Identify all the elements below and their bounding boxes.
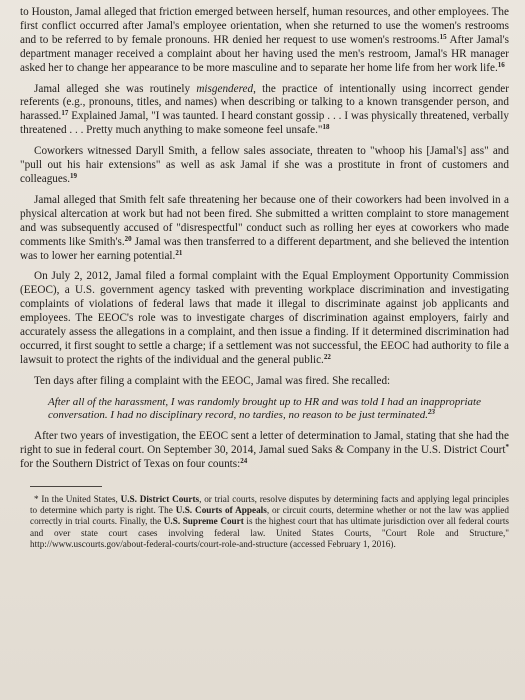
paragraph-6: Ten days after filing a complaint with the EEOC, Jamal was fired. She recalled: [34,374,391,387]
emphasized-term: misgendered [196,82,254,95]
term-courts-of-appeals: U.S. Courts of Appeals [175,505,267,516]
footnote-marker: * [505,443,509,452]
endnote-ref: 23 [427,408,435,417]
endnote-ref: 15 [439,32,447,41]
endnote-ref: 18 [322,123,330,132]
paragraph-7: After two years of investigation, the EEOC sent a letter of determination to Jamal, stating that she had the right to sue in federal court. On September 30, 2014, Jamal sued Saks & Company in the U.S. District Court* for the Southern District of Texas on four counts:$^{24}$ [20,430,509,471]
paragraph-2: Jamal alleged she was routinely misgendered, the practice of intentionally using incorrect gender referents (e.g., pronouns, titles, and names) when describing or talking to a known transgender person, and harassed.$^{17}$ Explained Jamal, "I was taunted. I heard constant gossip . . . I was physically threatened, verbally threatened . . . Pretty much anything to make someone feel unsafe."$^{18}$ [20,82,509,137]
footnote-divider [30,486,102,487]
endnote-ref: 17 [61,109,69,118]
term-district-courts: U.S. District Courts [120,493,200,504]
paragraph-1: to Houston, Jamal alleged that friction emerged between herself, human resources, and other employees. The first conflict occurred after Jamal's employee orientation, when she returned to use the women's restrooms and to be referred to by female pronouns. HR denied her request to use women's restrooms.$^{15}$ After Jamal's department manager received a complaint about her having used the men's restroom, Jamal's HR manager asked her to change her appearance to be more masculine and to separate her home life from her work life.$^{16}$ [20,6,510,74]
footnote: * In the United States, U.S. District Courts, or trial courts, resolve disputes by determining facts and applying legal principles to determine which party is right. The U.S. Courts of Appeals, or circuit courts, determine whether or not the law was applied correctly in trial courts. Finally, the U.S. Supreme Court is the highest court that has ultimate jurisdiction over all federal courts and over state court cases involving federal law. United States Courts, "Court Role and Structure," http://www.uscourts.gov/about-federal-courts/court-role-and-structure (accessed February 1, 2016). [30,493,509,549]
block-quote: After all of the harassment, I was randomly brought up to HR and was told I had an inappropriate conversation. I had no disciplinary record, no tardies, no reason to be just terminated.$^{23}$ [48,395,481,422]
paragraph-4: Jamal alleged that Smith felt safe threatening her because one of their coworkers had been involved in a physical altercation at work but had not been fired. She submitted a written complaint to store management and was subsequently accused of "disrespectful" conduct such as rolling her eyes at coworkers who made comments like Smith's.$^{20}$ Jamal was then transferred to a different department, and she believed the intention was to lower her earning potential.$^{21}$ [20,193,510,262]
paragraph-5: On July 2, 2012, Jamal filed a formal complaint with the Equal Employment Opportunity Commission (EEOC), a U.S. government agency tasked with preventing workplace discrimination and investigating complaints of violations of federal laws that made it illegal to discriminate against job applicants and employees. The EEOC's role was to investigate charges of discrimination against employers, fairly and accurately assess the allegations in a complaint, and then issue a finding. If it determined discrimination had occurred, it first sought to settle a charge; if a settlement was not successful, the EEOC had authority to file a lawsuit to protect the rights of the individual and the general public.$^{22}$ [20,270,509,366]
term-supreme-court: U.S. Supreme Court [163,516,244,527]
endnote-ref: 20 [124,234,132,243]
endnote-ref: 24 [240,457,248,466]
endnote-ref: 21 [175,248,183,257]
paragraph-3: Coworkers witnessed Daryll Smith, a fellow sales associate, threaten to "whoop his [Jamal's] ass" and "pull out his hair extensions" as well as ask Jamal if she was a prostitute in front of customers and colleagues.$^{19}$ [20,145,509,185]
endnote-ref: 22 [323,352,331,361]
endnote-ref: 19 [70,171,78,180]
endnote-ref: 16 [497,60,505,69]
